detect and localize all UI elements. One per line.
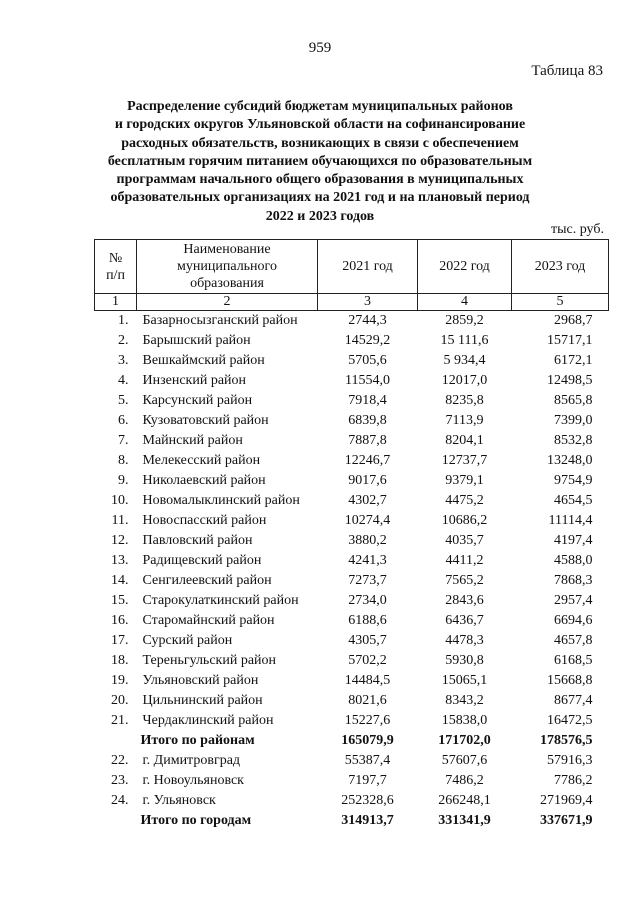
row-name: Сенгилеевский район bbox=[142, 573, 272, 588]
value-2021: 6839,8 bbox=[348, 413, 387, 428]
value-2022: 266248,1 bbox=[438, 793, 491, 808]
value-2022: 7486,2 bbox=[445, 773, 484, 788]
row-number: 11. bbox=[111, 513, 129, 528]
row-name: Итого по городам bbox=[140, 813, 252, 828]
value-2021: 7918,4 bbox=[348, 393, 387, 408]
row-name: Новомалыклинский район bbox=[142, 493, 300, 508]
units-label: тыс. руб. bbox=[551, 222, 604, 237]
column-index: 5 bbox=[512, 294, 609, 311]
table-row bbox=[95, 571, 609, 591]
value-2022: 10686,2 bbox=[441, 513, 488, 528]
value-2022: 4478,3 bbox=[445, 633, 484, 648]
value-2023: 4197,4 bbox=[554, 533, 593, 548]
value-2022: 7565,2 bbox=[445, 573, 484, 588]
value-2023: 7399,0 bbox=[554, 413, 593, 428]
row-number: 18. bbox=[111, 653, 129, 668]
table-row bbox=[95, 451, 609, 471]
row-number: 8. bbox=[118, 453, 129, 468]
value-2022: 9379,1 bbox=[445, 473, 484, 488]
value-2023: 11114,4 bbox=[548, 513, 593, 528]
value-2022: 4035,7 bbox=[445, 533, 484, 548]
total-row bbox=[95, 811, 609, 831]
value-2022: 171702,0 bbox=[438, 733, 491, 748]
row-name: г. Димитровград bbox=[142, 753, 241, 768]
table-row bbox=[95, 551, 609, 571]
row-number: 6. bbox=[118, 413, 129, 428]
table-row bbox=[95, 691, 609, 711]
table-row bbox=[95, 671, 609, 691]
value-2021: 2734,0 bbox=[348, 593, 387, 608]
row-name: г. Ульяновск bbox=[142, 793, 216, 808]
row-name: Ульяновский район bbox=[142, 673, 259, 688]
value-2022: 5 934,4 bbox=[443, 353, 486, 368]
row-number: 2. bbox=[118, 333, 129, 348]
table-row bbox=[95, 411, 609, 431]
row-name: Цильнинский район bbox=[142, 693, 263, 708]
row-name: Итого по районам bbox=[140, 733, 255, 748]
row-number: 22. bbox=[111, 753, 129, 768]
row-name: Инзенский район bbox=[142, 373, 247, 388]
row-number: 1. bbox=[118, 313, 129, 328]
row-name: Павловский район bbox=[142, 533, 253, 548]
column-index: 2 bbox=[137, 294, 318, 311]
value-2023: 4588,0 bbox=[554, 553, 593, 568]
title-line: программам начального общего образования в муниципальных bbox=[116, 172, 524, 188]
value-2022: 15838,0 bbox=[441, 713, 488, 728]
value-2022: 8235,8 bbox=[445, 393, 484, 408]
value-2023: 6168,5 bbox=[554, 653, 593, 668]
row-name: Вешкаймский район bbox=[142, 353, 265, 368]
value-2023: 2957,4 bbox=[554, 593, 593, 608]
table-row bbox=[95, 791, 609, 811]
row-number: 19. bbox=[111, 673, 129, 688]
value-2021: 5705,6 bbox=[348, 353, 387, 368]
value-2022: 331341,9 bbox=[438, 813, 491, 828]
value-2023: 6694,6 bbox=[554, 613, 593, 628]
row-name: Старомайнский район bbox=[142, 613, 275, 628]
row-name: Майнский район bbox=[142, 433, 243, 448]
row-name: Кузоватовский район bbox=[142, 413, 269, 428]
row-number bbox=[95, 811, 137, 831]
value-2023: 178576,5 bbox=[540, 733, 593, 748]
value-2023: 337671,9 bbox=[540, 813, 593, 828]
row-name: Николаевский район bbox=[142, 473, 266, 488]
table-row bbox=[95, 751, 609, 771]
table-row bbox=[95, 511, 609, 531]
value-2021: 4241,3 bbox=[348, 553, 387, 568]
column-index: 4 bbox=[418, 294, 512, 311]
value-2022: 12737,7 bbox=[441, 453, 488, 468]
title-line: и городских округов Ульяновской области на софинансирование bbox=[114, 117, 526, 133]
title-line: образовательных организациях на 2021 год и на плановый период bbox=[110, 190, 530, 206]
subsidy-table bbox=[94, 239, 609, 831]
value-2021: 6188,6 bbox=[348, 613, 387, 628]
row-number: 12. bbox=[111, 533, 129, 548]
value-2022: 15065,1 bbox=[441, 673, 488, 688]
table-row bbox=[95, 391, 609, 411]
value-2021: 14484,5 bbox=[344, 673, 391, 688]
value-2022: 4475,2 bbox=[445, 493, 484, 508]
table-row bbox=[95, 711, 609, 731]
value-2023: 16472,5 bbox=[547, 713, 593, 728]
table-row bbox=[95, 311, 609, 332]
header-number: № п/п bbox=[95, 240, 137, 294]
value-2023: 7786,2 bbox=[554, 773, 593, 788]
value-2021: 10274,4 bbox=[344, 513, 391, 528]
table-row bbox=[95, 631, 609, 651]
table-row bbox=[95, 491, 609, 511]
row-number: 3. bbox=[118, 353, 129, 368]
value-2023: 12498,5 bbox=[547, 373, 593, 388]
row-number: 15. bbox=[111, 593, 129, 608]
value-2021: 4302,7 bbox=[348, 493, 387, 508]
row-number: 23. bbox=[111, 773, 129, 788]
row-name: Барышский район bbox=[142, 333, 251, 348]
column-index: 1 bbox=[95, 294, 137, 311]
value-2021: 7273,7 bbox=[348, 573, 387, 588]
value-2023: 6172,1 bbox=[554, 353, 593, 368]
value-2023: 2968,7 bbox=[554, 313, 593, 328]
row-number: 4. bbox=[118, 373, 129, 388]
value-2023: 4654,5 bbox=[554, 493, 593, 508]
column-index: 3 bbox=[318, 294, 418, 311]
value-2023: 15717,1 bbox=[547, 333, 593, 348]
value-2022: 4411,2 bbox=[445, 553, 484, 568]
row-number: 17. bbox=[111, 633, 129, 648]
row-name: Новоспасский район bbox=[142, 513, 267, 528]
value-2021: 8021,6 bbox=[348, 693, 387, 708]
value-2022: 2843,6 bbox=[445, 593, 484, 608]
value-2021: 12246,7 bbox=[344, 453, 391, 468]
table-row bbox=[95, 471, 609, 491]
value-2022: 57607,6 bbox=[441, 753, 488, 768]
value-2021: 11554,0 bbox=[345, 373, 390, 388]
row-name: Базарносызганский район bbox=[142, 313, 298, 328]
value-2021: 5702,2 bbox=[348, 653, 387, 668]
value-2022: 7113,9 bbox=[445, 413, 484, 428]
value-2023: 271969,4 bbox=[540, 793, 593, 808]
table-row bbox=[95, 591, 609, 611]
value-2021: 3880,2 bbox=[348, 533, 387, 548]
title-line: 2022 и 2023 годов bbox=[265, 208, 375, 224]
table-row bbox=[95, 531, 609, 551]
row-name: г. Новоульяновск bbox=[142, 773, 244, 788]
value-2021: 14529,2 bbox=[344, 333, 391, 348]
value-2023: 8565,8 bbox=[554, 393, 593, 408]
value-2022: 5930,8 bbox=[445, 653, 484, 668]
table-row bbox=[95, 351, 609, 371]
row-number bbox=[95, 731, 137, 751]
table-row bbox=[95, 371, 609, 391]
document-title bbox=[100, 98, 540, 226]
header-2023: 2023 год bbox=[512, 240, 609, 294]
value-2022: 2859,2 bbox=[445, 313, 484, 328]
value-2021: 9017,6 bbox=[348, 473, 387, 488]
header-2021: 2021 год bbox=[318, 240, 418, 294]
row-number: 9. bbox=[118, 473, 129, 488]
value-2022: 8343,2 bbox=[445, 693, 484, 708]
table-row bbox=[95, 331, 609, 351]
value-2021: 7197,7 bbox=[348, 773, 387, 788]
table-label: Таблица 83 bbox=[531, 63, 603, 79]
value-2023: 15668,8 bbox=[547, 673, 593, 688]
value-2023: 57916,3 bbox=[547, 753, 593, 768]
table-row bbox=[95, 611, 609, 631]
title-line: Распределение субсидий бюджетам муниципальных районов bbox=[127, 99, 513, 114]
value-2022: 8204,1 bbox=[445, 433, 484, 448]
table-row bbox=[95, 771, 609, 791]
value-2021: 55387,4 bbox=[344, 753, 391, 768]
row-number: 14. bbox=[111, 573, 129, 588]
row-name: Тереньгульский район bbox=[142, 653, 277, 668]
value-2023: 4657,8 bbox=[554, 633, 593, 648]
row-number: 20. bbox=[111, 693, 129, 708]
row-name: Карсунский район bbox=[142, 393, 253, 408]
value-2023: 13248,0 bbox=[547, 453, 593, 468]
row-name: Радищевский район bbox=[142, 553, 262, 568]
value-2023: 8532,8 bbox=[554, 433, 593, 448]
value-2023: 9754,9 bbox=[554, 473, 593, 488]
value-2021: 7887,8 bbox=[348, 433, 387, 448]
total-row bbox=[95, 731, 609, 751]
column-index-row bbox=[95, 294, 609, 311]
row-number: 13. bbox=[111, 553, 129, 568]
value-2022: 6436,7 bbox=[445, 613, 484, 628]
value-2023: 7868,3 bbox=[554, 573, 593, 588]
value-2021: 2744,3 bbox=[348, 313, 387, 328]
row-number: 24. bbox=[111, 793, 129, 808]
page-number: 959 bbox=[308, 40, 332, 56]
value-2021: 4305,7 bbox=[348, 633, 387, 648]
row-number: 5. bbox=[118, 393, 129, 408]
row-name: Мелекесский район bbox=[142, 453, 261, 468]
title-line: расходных обязательств, возникающих в связи с обеспечением bbox=[121, 135, 519, 151]
row-name: Старокулаткинский район bbox=[142, 593, 299, 608]
row-name: Сурский район bbox=[142, 633, 233, 648]
row-number: 21. bbox=[111, 713, 129, 728]
table-body bbox=[95, 311, 609, 832]
row-number: 16. bbox=[111, 613, 129, 628]
row-name: Чердаклинский район bbox=[142, 713, 274, 728]
value-2022: 15 111,6 bbox=[440, 333, 489, 348]
table-header-row bbox=[95, 240, 609, 294]
value-2021: 314913,7 bbox=[341, 813, 394, 828]
header-2022: 2022 год bbox=[418, 240, 512, 294]
table-row bbox=[95, 431, 609, 451]
value-2021: 15227,6 bbox=[344, 713, 391, 728]
row-number: 7. bbox=[118, 433, 129, 448]
row-number: 10. bbox=[111, 493, 129, 508]
value-2022: 12017,0 bbox=[441, 373, 488, 388]
value-2021: 165079,9 bbox=[341, 733, 394, 748]
header-name: Наименование муниципального образования bbox=[137, 240, 318, 294]
value-2021: 252328,6 bbox=[341, 793, 394, 808]
title-line: бесплатным горячим питанием обучающихся по образовательным bbox=[107, 153, 533, 169]
value-2023: 8677,4 bbox=[554, 693, 593, 708]
table-row bbox=[95, 651, 609, 671]
